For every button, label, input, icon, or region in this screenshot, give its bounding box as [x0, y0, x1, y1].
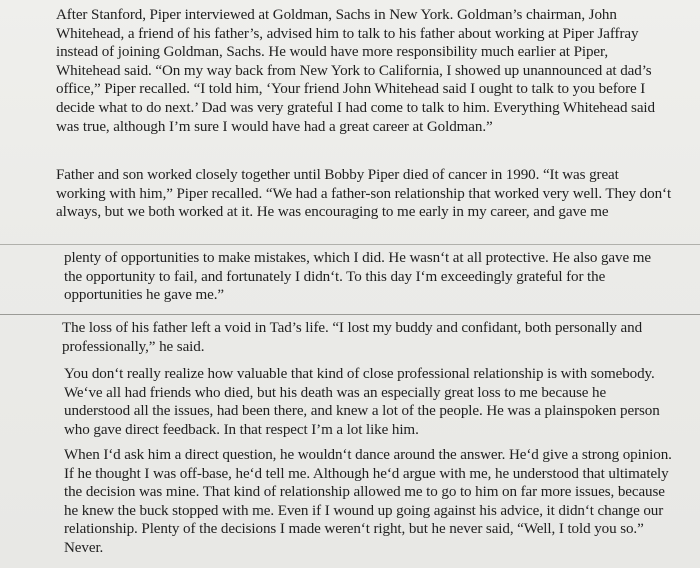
paragraph-stanford-goldman — [56, 6, 672, 136]
paragraph-text: The loss of his father left a void in Tad’s life. “I lost my buddy and confidant, both personally and professionally,” he said. — [62, 320, 643, 355]
paragraph-text: Father and son worked closely together until Bobby Piper died of cancer in 1990. “It was great working with him,” Piper recalled. “We had a father-son relationship that worked very well. They don‘t always, but we both worked at it. He was encouraging to me early in my career, and gave me — [56, 167, 672, 221]
paragraph-father-and-son — [56, 166, 672, 222]
page-divider — [0, 244, 700, 245]
paragraph-direct-question — [64, 446, 672, 558]
page-divider — [0, 314, 700, 315]
paragraph-loss-of-father — [62, 319, 672, 356]
paragraph-close-relationship — [64, 365, 672, 439]
paragraph-opportunities — [64, 249, 672, 305]
paragraph-text: After Stanford, Piper interviewed at Goldman, Sachs in New York. Goldman’s chairman, John Whitehead, a friend of his father’s, advised him to talk to his father about working at Piper Jaffray instead of joining Goldman, Sachs. He would have more responsibility much earlier at Piper, Whitehead said. “On my way back from New York to California, I showed up unannounced at dad’s office,” Piper recalled. “I told him, ‘Your friend John Whitehead said I ought to talk to you before I decide what to do next.’ Dad was very grateful I had come to talk to him. Everything Whitehead said was true, although I’m sure I would have had a great career at Goldman.” — [56, 7, 655, 135]
paragraph-text: You don‘t really realize how valuable that kind of close professional relationship is with somebody. We‘ve all had friends who died, but his death was an especially great loss to me because he understood all the issues, had been there, and knew a lot of the people. He was a plainspoken person who gave direct feedback. In that respect I’m a lot like him. — [64, 366, 660, 438]
paragraph-text: When I‘d ask him a direct question, he wouldn‘t dance around the answer. He‘d give a strong opinion. If he thought I was off-base, he‘d tell me. Although he‘d argue with me, he understood that ultimately the decision was mine. That kind of relationship allowed me to go to him on far more issues, because he knew the buck stopped with me. Even if I wound up going against his advice, it didn‘t change our relationship. Plenty of the decisions I made weren‘t right, but he never said, “Well, I told you so.” Never. — [64, 447, 672, 556]
cropped-text-fragment — [120, 559, 240, 568]
paragraph-text: plenty of opportunities to make mistakes, which I did. He wasn‘t at all protective. He also gave me the opportunity to fail, and fortunately I didn‘t. To this day I‘m exceedingly grateful for the opportunities he gave me.” — [64, 250, 651, 304]
